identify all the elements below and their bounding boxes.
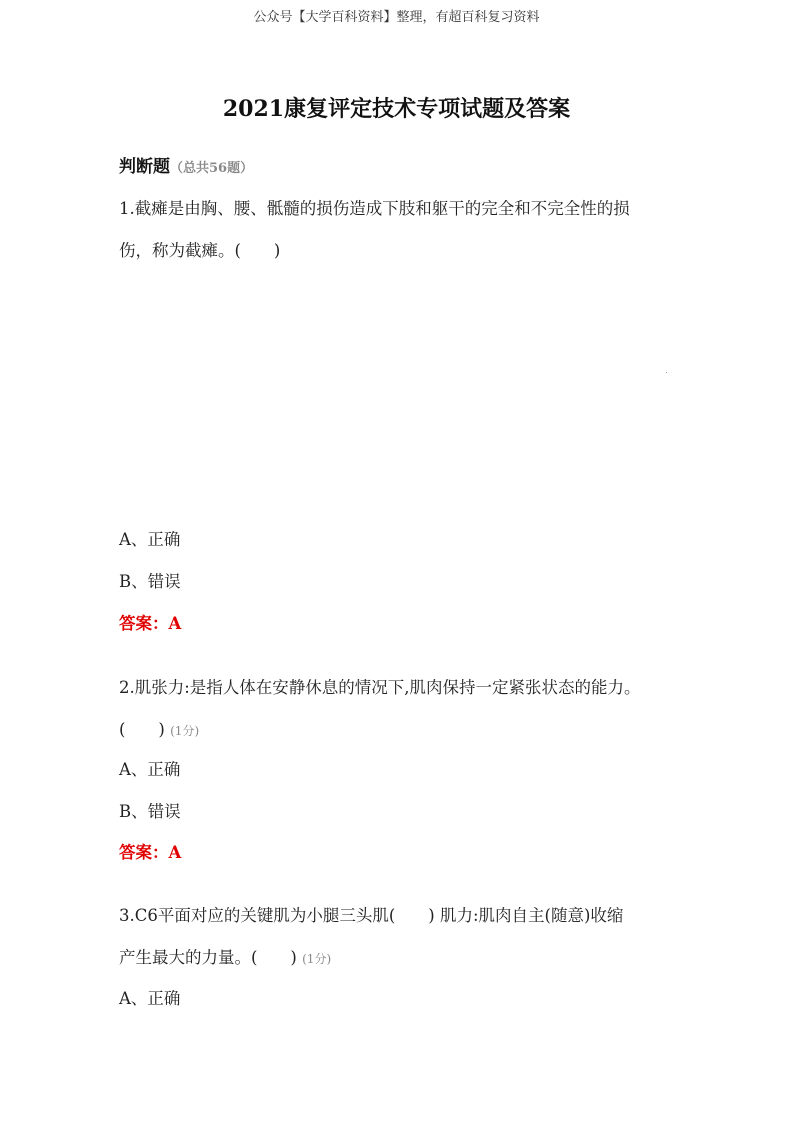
- question-3-text-end: 产生最大的力量。( ): [119, 948, 297, 967]
- question-1-answer: 答案：A: [119, 614, 182, 633]
- section-label: 判断题: [119, 157, 170, 177]
- question-3-option-a: A、正确: [119, 989, 181, 1008]
- question-2-score: (1分): [170, 724, 200, 738]
- question-1-option-a: A、正确: [119, 530, 181, 549]
- question-3-text-line2: [119, 944, 331, 968]
- question-2-text-line2: [119, 716, 199, 740]
- section-heading: [119, 152, 253, 177]
- question-2-answer: 答案：A: [119, 843, 182, 862]
- question-1-text-line2: 伤，称为截瘫。( ): [119, 241, 281, 260]
- question-1-text-line1: 1.截瘫是由胸、腰、骶髓的损伤造成下肢和躯干的完全和不完全性的损: [119, 199, 630, 218]
- page-header: 公众号【大学百科资料】整理，有超百科复习资料: [253, 10, 540, 25]
- stray-mark: [666, 372, 667, 373]
- question-2-option-a: A、正确: [119, 760, 181, 779]
- document-title: 2021康复评定技术专项试题及答案: [222, 96, 571, 122]
- question-2-option-b: B、错误: [119, 802, 181, 821]
- question-3-text-line1: 3.C6平面对应的关键肌为小腿三头肌( ) 肌力:肌肉自主(随意)收缩: [119, 906, 624, 925]
- question-3-score: (1分): [302, 952, 332, 966]
- question-2-blank: ( ): [119, 720, 165, 739]
- section-note: （总共56题）: [170, 161, 254, 176]
- question-2-text-line1: 2.肌张力:是指人体在安静休息的情况下,肌肉保持一定紧张状态的能力。: [119, 678, 641, 697]
- question-1-option-b: B、错误: [119, 572, 181, 591]
